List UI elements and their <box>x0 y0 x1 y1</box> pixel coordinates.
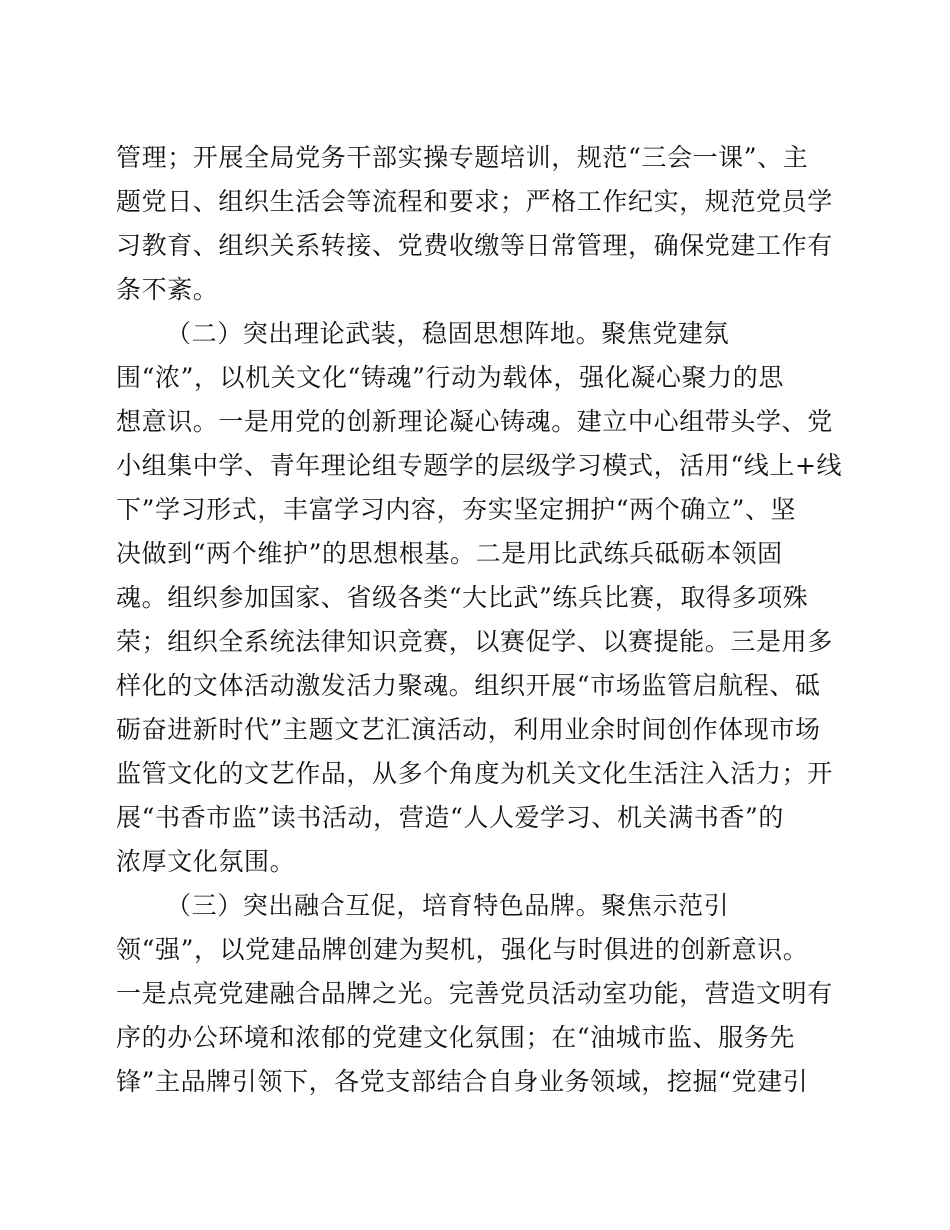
text-line: 下”学习形式，丰富学习内容，夯实坚定拥护“两个确立”、坚 <box>116 495 797 524</box>
text-line: 决做到“两个维护”的思想根基。二是用比武练兵砥砺本领固 <box>116 539 783 568</box>
text-line: 习教育、组织关系转接、党费收缴等日常管理，确保党建工作有 <box>116 231 833 260</box>
text-line: 小组集中学、青年理论组专题学的层级学习模式，活用“线上+线 <box>116 451 843 480</box>
section-heading-line: （三）突出融合互促，培育特色品牌。聚焦示范引 <box>166 891 730 920</box>
text-line: 砺奋进新时代”主题文艺汇演活动，利用业余时间创作体现市场 <box>116 715 821 744</box>
text-line: 条不紊。 <box>116 275 219 304</box>
text-line: 领“强”，以党建品牌创建为契机，强化与时俱进的创新意识。 <box>116 935 809 964</box>
text-line: 锋”主品牌引领下，各党支部结合自身业务领域，挖掘“党建引 <box>116 1067 809 1096</box>
text-line: 题党日、组织生活会等流程和要求；严格工作纪实，规范党员学 <box>116 187 833 216</box>
text-line: 浓厚文化氛围。 <box>116 847 296 876</box>
text-line: 序的办公环境和浓郁的党建文化氛围；在“油城市监、服务先 <box>116 1023 795 1052</box>
text-line: 荣；组织全系统法律知识竞赛，以赛促学、以赛提能。三是用多 <box>116 627 833 656</box>
text-line: 一是点亮党建融合品牌之光。完善党员活动室功能，营造文明有 <box>116 979 833 1008</box>
text-line: 展“书香市监”读书活动，营造“人人爱学习、机关满书香”的 <box>116 803 784 832</box>
text-line: 魂。组织参加国家、省级各类“大比武”练兵比赛，取得多项殊 <box>116 583 809 612</box>
text-line: 想意识。一是用党的创新理论凝心铸魂。建立中心组带头学、党 <box>116 407 833 436</box>
text-line: 监管文化的文艺作品，从多个角度为机关文化生活注入活力；开 <box>116 759 833 788</box>
section-heading-line: （二）突出理论武装，稳固思想阵地。聚焦党建氛 <box>166 319 730 348</box>
text-line: 围“浓”，以机关文化“铸魂”行动为载体，强化凝心聚力的思 <box>116 363 784 392</box>
text-line: 样化的文体活动激发活力聚魂。组织开展“市场监管启航程、砥 <box>116 671 821 700</box>
text-line: 管理；开展全局党务干部实操专题培训，规范“三会一课”、主 <box>116 143 809 172</box>
